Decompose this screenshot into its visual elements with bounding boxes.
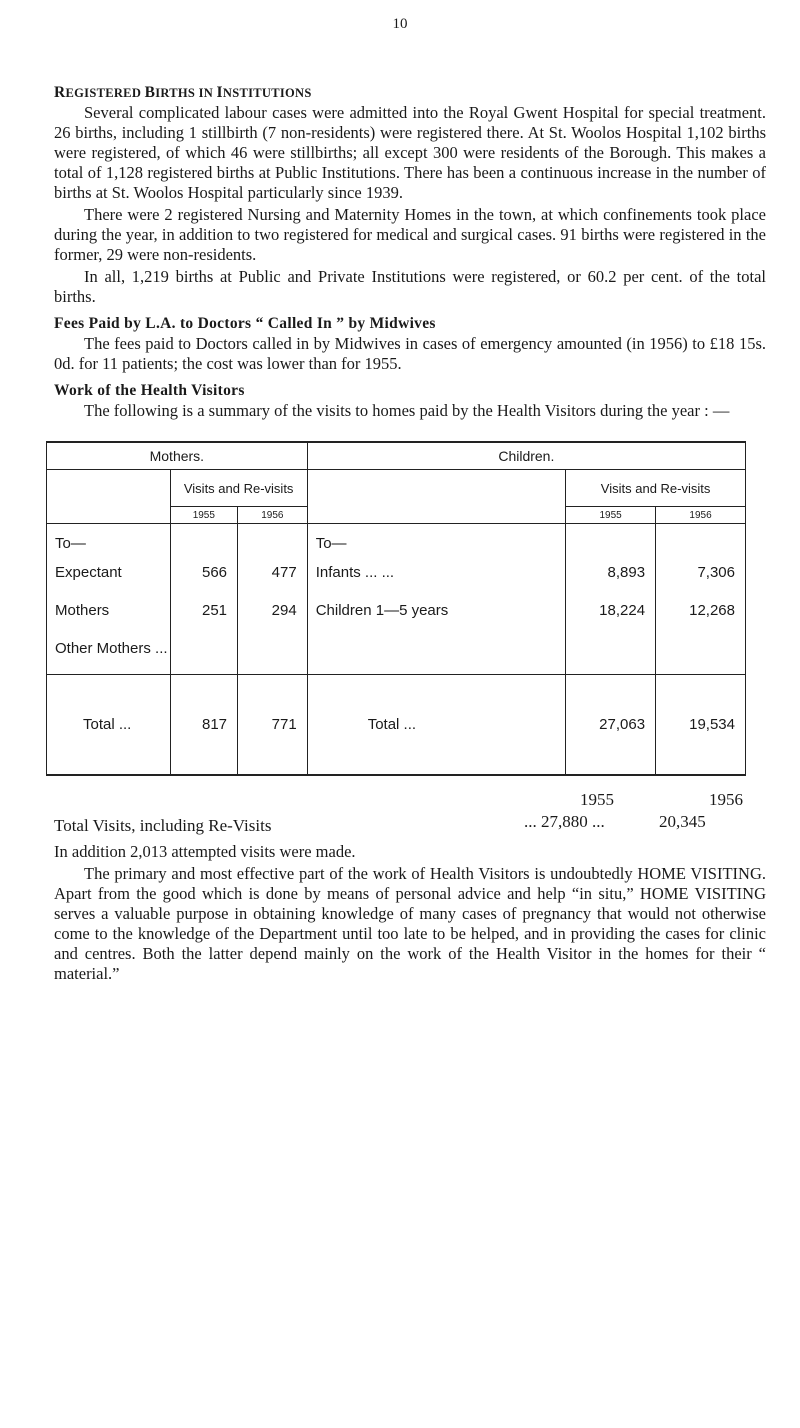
mothers-year-1956: 1956 xyxy=(238,507,308,524)
table-cell: 251 xyxy=(202,602,228,619)
visits-table xyxy=(46,441,746,776)
children-total-1955: 27,063 xyxy=(566,675,656,775)
births-institutions-heading: REGISTERED BIRTHS IN INSTITUTIONS xyxy=(54,84,312,101)
total-year-1955: 1955 xyxy=(580,789,614,809)
fees-para: The fees paid to Doctors called in by Midwives in cases of emergency amounted (in 1956) to £18 15s. 0d. for 11 patients; the cost was lower than for 1955. xyxy=(54,334,766,373)
table-row-label: Children 1—5 years xyxy=(315,602,449,619)
mothers-year-1955: 1955 xyxy=(170,507,237,524)
mothers-total-label: Total ... xyxy=(47,675,171,775)
page-content xyxy=(54,84,766,986)
mothers-total-1956: 771 xyxy=(238,675,308,775)
total-visits-summary xyxy=(54,790,766,842)
children-row-labels: To— Infants ... ... Children 1—5 years xyxy=(307,524,565,675)
children-year-1955: 1955 xyxy=(566,507,656,524)
health-visitors-heading: Work of the Health Visitors xyxy=(54,382,245,399)
mothers-visits-header: Visits and Re-visits xyxy=(170,470,307,507)
births-para-1: Several complicated labour cases were admitted into the Royal Gwent Hospital for special treatment. 26 births, including 1 stillbirth (7 non-residents) were registered there. At St. Woolos Hospital 1,102 births were registered, of which 46 were stillbirths; all except 300 were residents of the Borough. This makes a total of 1,128 registered births at Public Institutions. There has been a continuous increase in the number of births at St. Woolos Hospital particularly since 1939. xyxy=(54,103,766,202)
total-visits-label: Total Visits, including Re-Visits xyxy=(54,815,272,835)
children-total-1956: 19,534 xyxy=(656,675,746,775)
table-cell: 294 xyxy=(271,602,297,619)
mothers-header: Mothers. xyxy=(47,442,308,470)
table-cell: 12,268 xyxy=(689,602,735,619)
table-row-label: Other Mothers ... xyxy=(55,640,168,657)
page-number: 10 xyxy=(392,16,408,32)
children-year-1956: 1956 xyxy=(656,507,746,524)
children-header: Children. xyxy=(307,442,745,470)
health-visitors-para: The following is a summary of the visits to homes paid by the Health Visitors during the year : — xyxy=(84,401,730,420)
table-cell: 18,224 xyxy=(599,602,646,619)
total-year-1956: 1956 xyxy=(709,789,743,809)
births-para-3: In all, 1,219 births at Public and Private Institutions were registered, or 60.2 per cent. of the total births. xyxy=(54,267,766,306)
table-row-label: Infants ... ... xyxy=(315,564,395,581)
mothers-row-labels: To— Expectant Mothers Other Mothers ... xyxy=(47,524,171,675)
children-total-label: Total ... xyxy=(307,675,565,775)
children-visits-header: Visits and Re-visits xyxy=(566,470,746,507)
fees-heading: Fees Paid by L.A. to Doctors “ Called In ” by Midwives xyxy=(54,315,436,332)
total-visits-1955: ... 27,880 ... xyxy=(524,811,605,831)
births-para-2: There were 2 registered Nursing and Maternity Homes in the town, at which confinements took place during the year, in addition to two registered for medical and surgical cases. 91 births were registered in the former, 29 were non-residents. xyxy=(54,205,766,264)
table-row-label: Expectant Mothers xyxy=(55,564,122,619)
table-cell: 8,893 xyxy=(607,564,646,581)
mothers-total-1955: 817 xyxy=(170,675,237,775)
table-cell: 477 xyxy=(271,564,297,581)
table-cell: 566 xyxy=(202,564,228,581)
total-visits-1956: 20,345 xyxy=(659,811,706,831)
attempted-visits-para: In addition 2,013 attempted visits were made. xyxy=(54,841,356,861)
home-visiting-para: The primary and most effective part of the work of Health Visitors is undoubtedly HOME VISITING. Apart from the good which is done by means of personal advice and help “in situ,” HOME VISITING serves a valuable purpose in obtaining knowledge of many cases of pregnancy that would not otherwise come to the knowledge of the Department until too late to be helped, and in providing the cases for clinic and centres. Both the latter depend mainly on the work of the Health Visitor in the homes for their “ material.” xyxy=(54,863,766,983)
table-cell: 7,306 xyxy=(697,564,735,581)
